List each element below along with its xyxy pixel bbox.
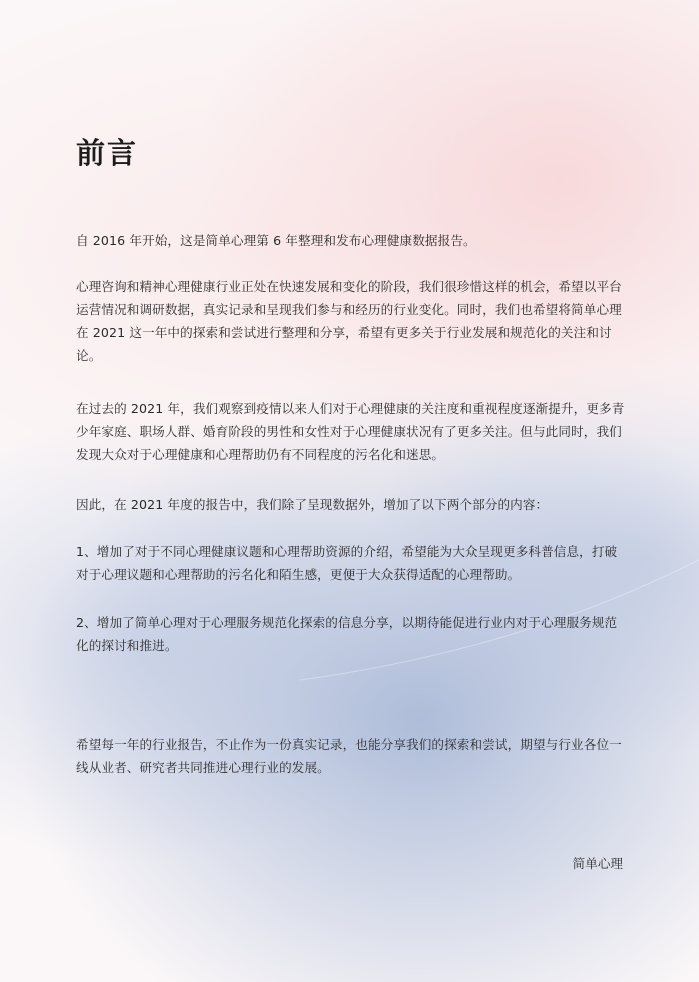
paragraph-item-1: 1、增加了对于不同心理健康议题和心理帮助资源的介绍，希望能为大众呈现更多科普信息，打破对于心理议题和心理帮助的污名化和陌生感，更便于大众获得适配的心理帮助。	[76, 544, 618, 582]
paragraph-industry: 心理咨询和精神心理健康行业正处在快速发展和变化的阶段，我们很珍惜这样的机会，希望以平台运营情况和调研数据，真实记录和呈现我们参与和经历的行业变化。同时，我们也希望将简单心理在 2021 这一年中的探索和尝试进行整理和分享，希望有更多关于行业发展和规范化的关注和讨论。	[76, 279, 622, 363]
paragraph-report-content: 因此，在 2021 年度的报告中，我们除了呈现数据外，增加了以下两个部分的内容：	[76, 497, 549, 512]
paragraph-item-2: 2、增加了简单心理对于心理服务规范化探索的信息分享，以期待能促进行业内对于心理服务规范化的探讨和推进。	[76, 615, 618, 653]
paragraph-observation: 在过去的 2021 年，我们观察到疫情以来人们对于心理健康的关注度和重视程度逐渐提升，更多青少年家庭、职场人群、婚育阶段的男性和女性对于心理健康状况有了更多关注。但与此同时，我们发现大众对于心理健康和心理帮助仍有不同程度的污名化和迷思。	[76, 401, 625, 462]
page-title: 前言	[76, 136, 139, 170]
signature: 简单心理	[572, 856, 623, 871]
paragraph-intro: 自 2016 年开始，这是简单心理第 6 年整理和发布心理健康数据报告。	[76, 233, 476, 248]
paragraph-closing: 希望每一年的行业报告，不止作为一份真实记录，也能分享我们的探索和尝试，期望与行业各位一线从业者、研究者共同推进心理行业的发展。	[76, 737, 622, 775]
